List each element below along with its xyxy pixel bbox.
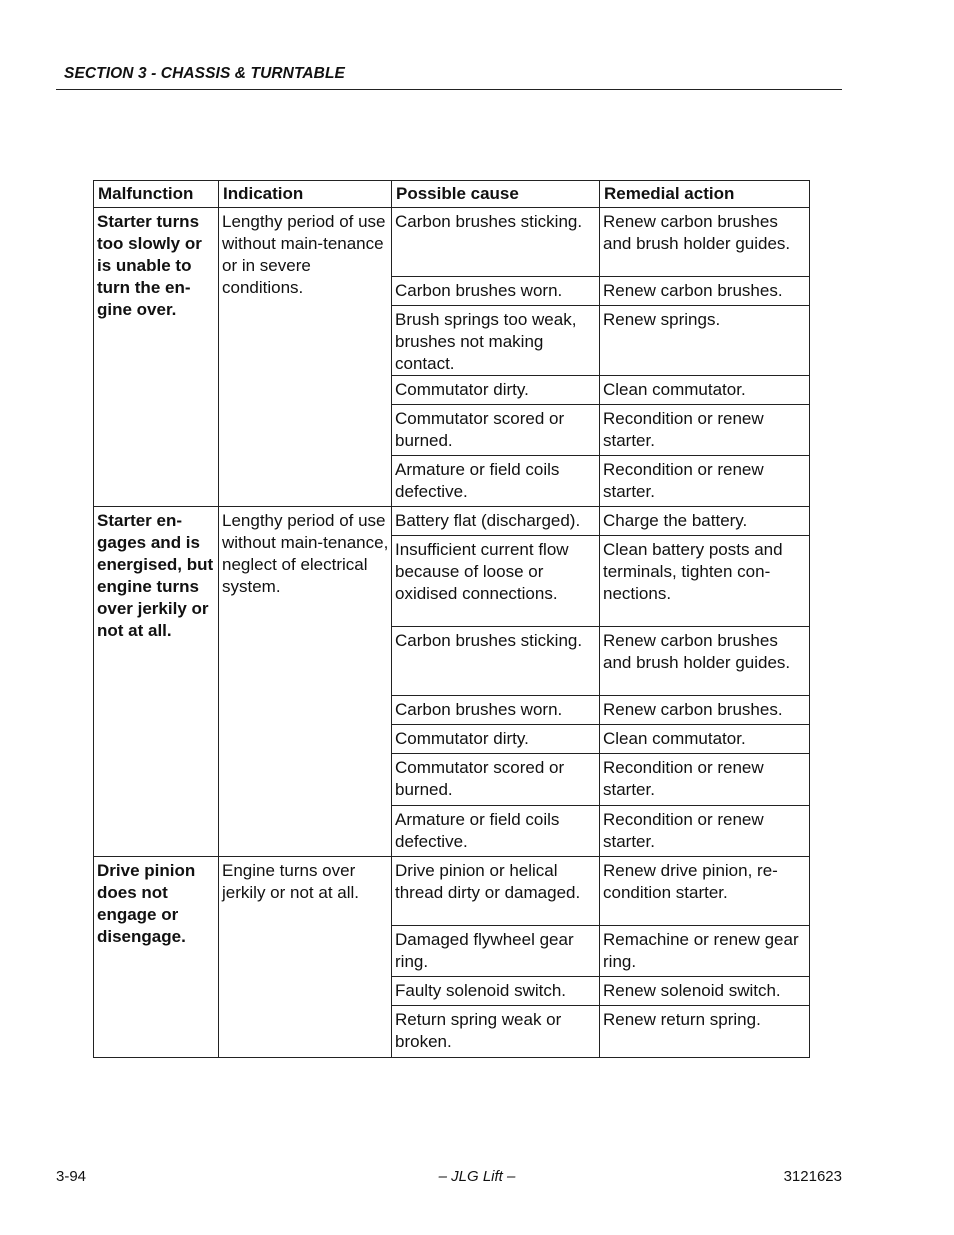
section-header: SECTION 3 - CHASSIS & TURNTABLE: [64, 65, 345, 82]
cause-cell: Commutator dirty.: [392, 376, 600, 405]
cause-cell: Carbon brushes worn.: [392, 696, 600, 725]
cause-cell: Brush springs too weak, brushes not making contact.: [392, 306, 600, 376]
action-cell: Recondition or renew starter.: [600, 405, 810, 456]
cause-cell: Commutator dirty.: [392, 725, 600, 754]
page-number: 3-94: [56, 1168, 87, 1185]
malfunction-cell: Starter turns too slowly or is unable to turn the en-gine over.: [94, 208, 219, 507]
action-cell: Renew carbon brushes.: [600, 277, 810, 306]
action-cell: Clean commutator.: [600, 725, 810, 754]
header-rule: [56, 89, 842, 90]
action-cell: Recondition or renew starter.: [600, 754, 810, 806]
indication-cell: Lengthy period of use without main-tenance, neglect of electrical system.: [219, 507, 392, 857]
cause-cell: Carbon brushes worn.: [392, 277, 600, 306]
action-cell: Renew springs.: [600, 306, 810, 376]
cause-cell: Armature or field coils defective.: [392, 456, 600, 507]
table-row: [94, 857, 810, 926]
action-cell: Renew return spring.: [600, 1006, 810, 1058]
cause-cell: Return spring weak or broken.: [392, 1006, 600, 1058]
action-cell: Recondition or renew starter.: [600, 456, 810, 507]
action-cell: Renew drive pinion, re-condition starter.: [600, 857, 810, 926]
action-cell: Renew solenoid switch.: [600, 977, 810, 1006]
action-cell: Renew carbon brushes and brush holder guides.: [600, 627, 810, 696]
document-number: 3121623: [783, 1168, 842, 1185]
column-header: Malfunction: [94, 181, 219, 208]
troubleshooting-table: [93, 180, 810, 1058]
column-header: Remedial action: [600, 181, 810, 208]
malfunction-cell: Drive pinion does not engage or disengage.: [94, 857, 219, 1058]
cause-cell: Armature or field coils defective.: [392, 806, 600, 857]
column-header: Possible cause: [392, 181, 600, 208]
cause-cell: Insufficient current flow because of loose or oxidised connections.: [392, 536, 600, 627]
action-cell: Remachine or renew gear ring.: [600, 926, 810, 977]
cause-cell: Commutator scored or burned.: [392, 405, 600, 456]
cause-cell: Drive pinion or helical thread dirty or damaged.: [392, 857, 600, 926]
cause-cell: Faulty solenoid switch.: [392, 977, 600, 1006]
action-cell: Charge the battery.: [600, 507, 810, 536]
footer-brand: – JLG Lift –: [438, 1168, 516, 1185]
cause-cell: Carbon brushes sticking.: [392, 627, 600, 696]
action-cell: Clean battery posts and terminals, tighten con-nections.: [600, 536, 810, 627]
action-cell: Renew carbon brushes.: [600, 696, 810, 725]
indication-cell: Lengthy period of use without main-tenance or in severe conditions.: [219, 208, 392, 507]
column-header: Indication: [219, 181, 392, 208]
malfunction-cell: Starter en-gages and is energised, but engine turns over jerkily or not at all.: [94, 507, 219, 857]
indication-cell: Engine turns over jerkily or not at all.: [219, 857, 392, 1058]
action-cell: Renew carbon brushes and brush holder guides.: [600, 208, 810, 277]
table-header-row: [94, 181, 810, 208]
cause-cell: Carbon brushes sticking.: [392, 208, 600, 277]
action-cell: Recondition or renew starter.: [600, 806, 810, 857]
cause-cell: Damaged flywheel gear ring.: [392, 926, 600, 977]
cause-cell: Battery flat (discharged).: [392, 507, 600, 536]
table-row: [94, 507, 810, 536]
table-row: [94, 208, 810, 277]
cause-cell: Commutator scored or burned.: [392, 754, 600, 806]
action-cell: Clean commutator.: [600, 376, 810, 405]
